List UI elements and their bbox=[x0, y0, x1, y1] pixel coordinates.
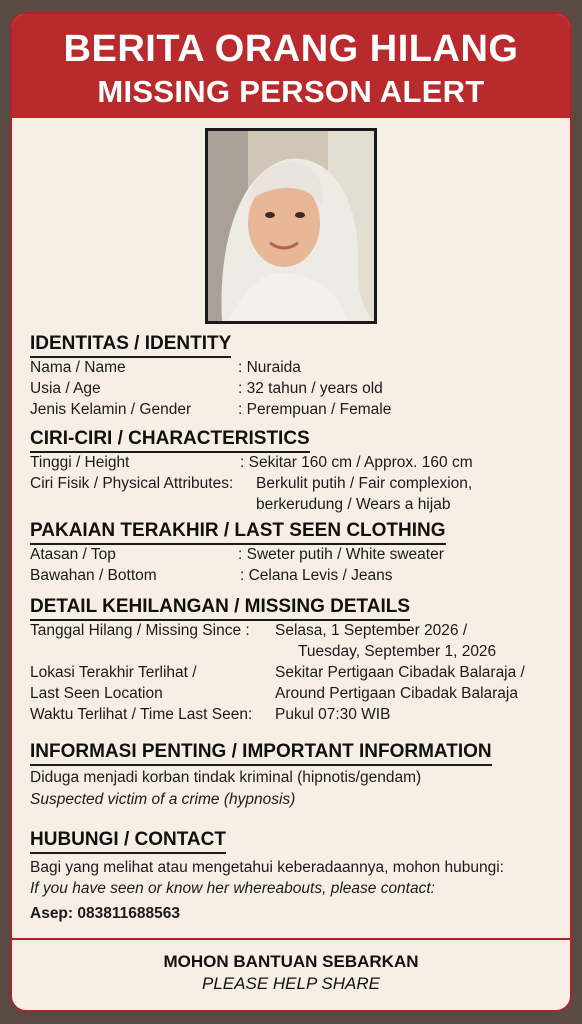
identity-heading: IDENTITAS / IDENTITY bbox=[30, 333, 231, 358]
top-label: Atasan / Top bbox=[30, 546, 116, 563]
important-heading: INFORMASI PENTING / IMPORTANT INFORMATION bbox=[30, 741, 492, 766]
clothing-heading: PAKAIAN TERAKHIR / LAST SEEN CLOTHING bbox=[30, 520, 446, 545]
header-title-id: BERITA ORANG HILANG bbox=[63, 28, 519, 70]
location-value-2: Around Pertigaan Cibadak Balaraja bbox=[275, 685, 518, 702]
characteristics-heading: CIRI-CIRI / CHARACTERISTICS bbox=[30, 428, 310, 453]
bottom-label: Bawahan / Bottom bbox=[30, 567, 157, 584]
contact-heading: HUBUNGI / CONTACT bbox=[30, 829, 226, 854]
person-photo bbox=[205, 128, 377, 324]
height-value: : Sekitar 160 cm / Approx. 160 cm bbox=[240, 454, 473, 471]
poster-header bbox=[12, 14, 570, 118]
age-label: Usia / Age bbox=[30, 380, 101, 397]
physical-value-2: berkerudung / Wears a hijab bbox=[256, 496, 451, 513]
physical-label: Ciri Fisik / Physical Attributes: bbox=[30, 475, 234, 492]
missing-person-poster bbox=[10, 12, 572, 1012]
missing-date-value-2: Tuesday, September 1, 2026 bbox=[298, 643, 497, 660]
contact-line-id: Bagi yang melihat atau mengetahui keberadaannya, mohon hubungi: bbox=[30, 859, 504, 876]
time-value: Pukul 07:30 WIB bbox=[275, 706, 391, 723]
age-value: : 32 tahun / years old bbox=[238, 380, 383, 397]
name-label: Nama / Name bbox=[30, 359, 126, 376]
gender-value: : Perempuan / Female bbox=[238, 401, 392, 418]
missing-heading: DETAIL KEHILANGAN / MISSING DETAILS bbox=[30, 596, 410, 621]
location-label-1: Lokasi Terakhir Terlihat / bbox=[30, 664, 197, 681]
contact-person[interactable]: Asep: 083811688563 bbox=[30, 905, 180, 922]
height-label: Tinggi / Height bbox=[30, 454, 130, 471]
bottom-value: : Celana Levis / Jeans bbox=[240, 567, 393, 584]
name-value: : Nuraida bbox=[238, 359, 301, 376]
time-label: Waktu Terlihat / Time Last Seen: bbox=[30, 706, 253, 723]
footer-line-id: MOHON BANTUAN SEBARKAN bbox=[163, 952, 419, 971]
header-title-en: MISSING PERSON ALERT bbox=[97, 74, 485, 109]
physical-value-1: Berkulit putih / Fair complexion, bbox=[256, 475, 473, 492]
gender-label: Jenis Kelamin / Gender bbox=[30, 401, 192, 418]
contact-line-en: If you have seen or know her whereabouts, please contact: bbox=[30, 880, 435, 897]
important-line-en: Suspected victim of a crime (hypnosis) bbox=[30, 791, 296, 808]
missing-date-value-1: Selasa, 1 September 2026 / bbox=[275, 622, 468, 639]
important-line-id: Diduga menjadi korban tindak kriminal (hipnotis/gendam) bbox=[30, 769, 422, 786]
missing-date-label: Tanggal Hilang / Missing Since : bbox=[30, 622, 250, 639]
footer-divider bbox=[12, 938, 570, 940]
location-label-2: Last Seen Location bbox=[30, 685, 163, 702]
person-photo-illustration bbox=[208, 131, 374, 321]
location-value-1: Sekitar Pertigaan Cibadak Balaraja / bbox=[275, 664, 525, 681]
footer-line-en: PLEASE HELP SHARE bbox=[202, 974, 380, 993]
top-value: : Sweter putih / White sweater bbox=[238, 546, 444, 563]
